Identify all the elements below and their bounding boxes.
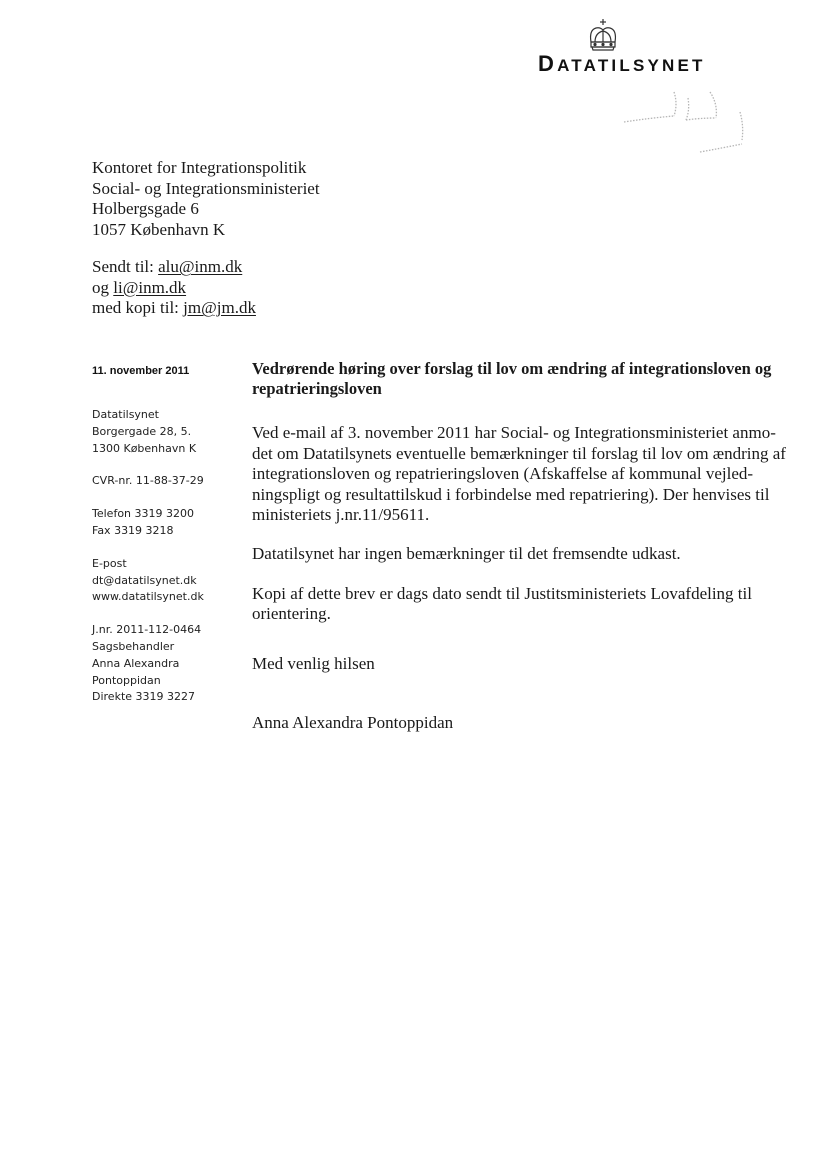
handwritten-mark (600, 82, 770, 172)
email-block (92, 556, 242, 606)
org-line: Datatilsynet (92, 408, 159, 421)
case-handler-label: Sagsbehandler (92, 639, 175, 653)
sender-email-link[interactable]: dt@datatilsynet.dk (92, 573, 197, 587)
recipient-line: Holbergsgade 6 (92, 199, 199, 218)
cvr-block (92, 473, 242, 490)
brand-initial: D (538, 51, 558, 76)
sent-to-block (92, 257, 256, 319)
direct-phone: Direkte 3319 3227 (92, 690, 196, 704)
case-handler-surname: Pontoppidan (92, 673, 161, 687)
and-label: og (92, 277, 109, 297)
crown-emblem-icon (583, 18, 623, 52)
email-label: E-post (92, 556, 127, 570)
cc-label: med kopi til: (92, 298, 179, 317)
phone-block (92, 506, 242, 540)
recipient-address (92, 158, 320, 240)
fax-line: Fax 3319 3218 (92, 523, 174, 537)
letter-body (252, 423, 797, 625)
paragraph-line: ministeriets j.nr.11/95611. (252, 505, 430, 525)
case-block (92, 622, 242, 706)
paragraph-3: Kopi af dette brev er dags dato sendt til Justitsministeriets Lovafdeling til orientering. (252, 583, 752, 624)
paragraph-line: det om Datatilsynets eventuelle bemærkninger til forslag til lov om ændring af (252, 443, 786, 463)
brand-rest: ATATILSYNET (557, 56, 706, 75)
paragraph-line: Ved e-mail af 3. november 2011 har Social- og Integrationsministeriet anmo- (252, 423, 776, 442)
sent-to-label: Sendt til: (92, 257, 154, 276)
website-link[interactable]: www.datatilsynet.dk (92, 590, 204, 604)
org-block (92, 407, 242, 457)
and-email-link[interactable]: li@inm.dk (113, 277, 187, 297)
cvr-number: CVR-nr. 11-88-37-29 (92, 474, 204, 488)
sender-sidebar (92, 407, 242, 722)
letter-subject: Vedrørende høring over forslag til lov om ændring af integrationsloven og repatrieringsloven (252, 359, 772, 398)
sent-to-email-link[interactable]: alu@inm.dk (158, 257, 243, 276)
signature-name: Anna Alexandra Pontoppidan (252, 713, 454, 732)
case-number: J.nr. 2011-112-0464 (92, 623, 202, 637)
phone-line: Telefon 3319 3200 (92, 507, 194, 521)
case-handler-name: Anna Alexandra (92, 656, 180, 670)
paragraph-1 (252, 423, 797, 526)
closing: Med venlig hilsen (252, 654, 375, 673)
brand-wordmark (538, 51, 706, 77)
letter-date: 11. november 2011 (92, 365, 190, 377)
recipient-line: 1057 København K (92, 219, 226, 239)
org-line: 1300 København K (92, 441, 197, 455)
recipient-line: Social- og Integrationsministeriet (92, 178, 320, 198)
cc-email-link[interactable]: jm@jm.dk (183, 298, 256, 317)
paragraph-2: Datatilsynet har ingen bemærkninger til det fremsendte udkast. (252, 543, 681, 563)
paragraph-line: ningspligt og resultattilskud i forbindelse med repatriering). Der henvises til (252, 484, 770, 504)
org-line: Borgergade 28, 5. (92, 424, 192, 438)
recipient-line: Kontoret for Integrationspolitik (92, 158, 307, 177)
paragraph-line: integrationsloven og repatrieringsloven (Afskaffelse af kommunal vejled- (252, 464, 754, 484)
